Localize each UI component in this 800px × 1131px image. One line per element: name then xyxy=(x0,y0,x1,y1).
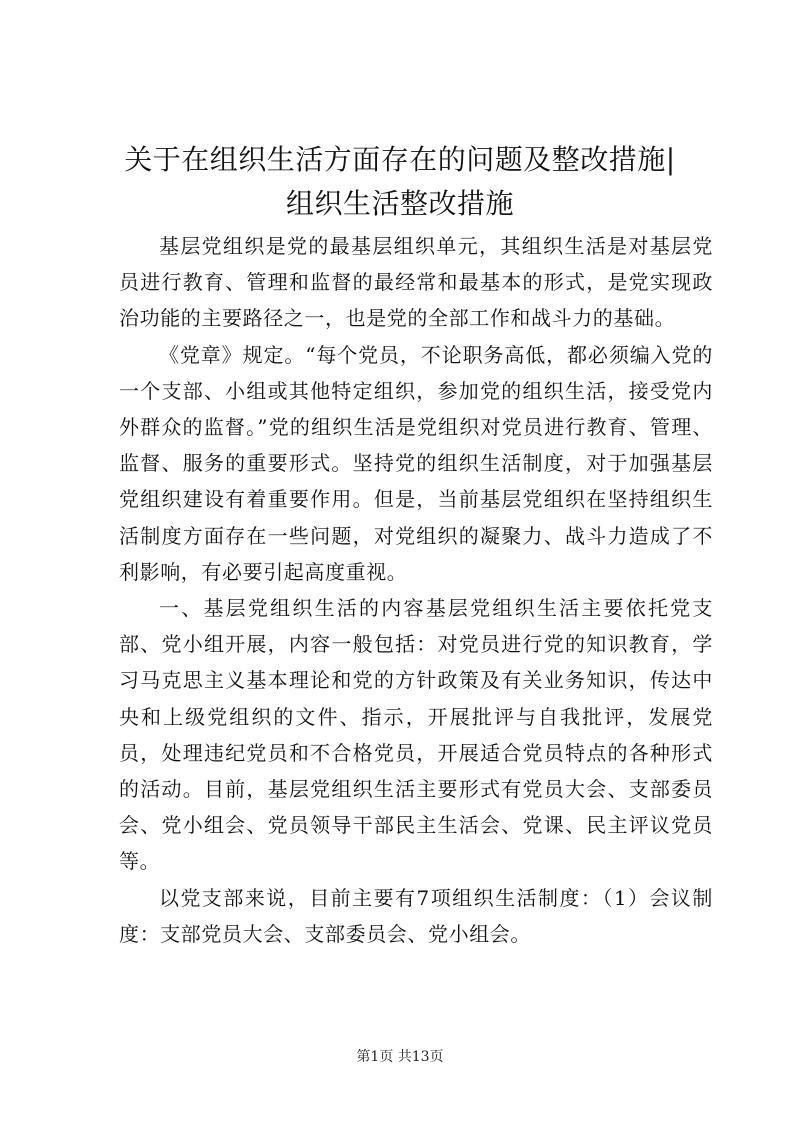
document-body xyxy=(119,228,713,952)
paragraph-branch-systems: 以党支部来说，目前主要有7项组织生活制度：（1）会议制度：支部党员大会、支部委员会、党小组会。 xyxy=(119,885,713,946)
document-title xyxy=(100,138,700,226)
title-line-2: 组织生活整改措施 xyxy=(285,187,514,220)
title-line-1: 关于在组织生活方面存在的问题及整改措施| xyxy=(124,143,676,176)
paragraph-party-constitution: 《党章》规定。“每个党员，不论职务高低，都必须编入党的一个支部、小组或其他特定组织，参加党的组织生活，接受党内外群众的监督。”党的组织生活是党组织对党员进行教育、管理、监督、服务的重要形式。坚持党的组织生活制度，对于加强基层党组织建设有着重要作用。但是，当前基层党组织在坚持组织生活制度方面存在一些问题，对党组织的凝聚力、战斗力造成了不利影响，有必要引起高度重视。 xyxy=(119,342,713,584)
paragraph-section-one: 一、基层党组织生活的内容基层党组织生活主要依托党支部、党小组开展，内容一般包括：对党员进行党的知识教育，学习马克思主义基本理论和党的方针政策及有关业务知识，传达中央和上级党组织的文件、指示，开展批评与自我批评，发展党员，处理违纪党员和不合格党员，开展适合党员特点的各种形式的活动。目前，基层党组织生活主要形式有党员大会、支部委员会、党小组会、党员领导干部民主生活会、党课、民主评议党员等。 xyxy=(119,596,713,874)
page-number-footer: 第1页 共13页 xyxy=(356,1049,444,1065)
paragraph-intro: 基层党组织是党的最基层组织单元，其组织生活是对基层党员进行教育、管理和监督的最经常和最基本的形式，是党实现政治功能的主要路径之一，也是党的全部工作和战斗力的基础。 xyxy=(119,234,713,331)
